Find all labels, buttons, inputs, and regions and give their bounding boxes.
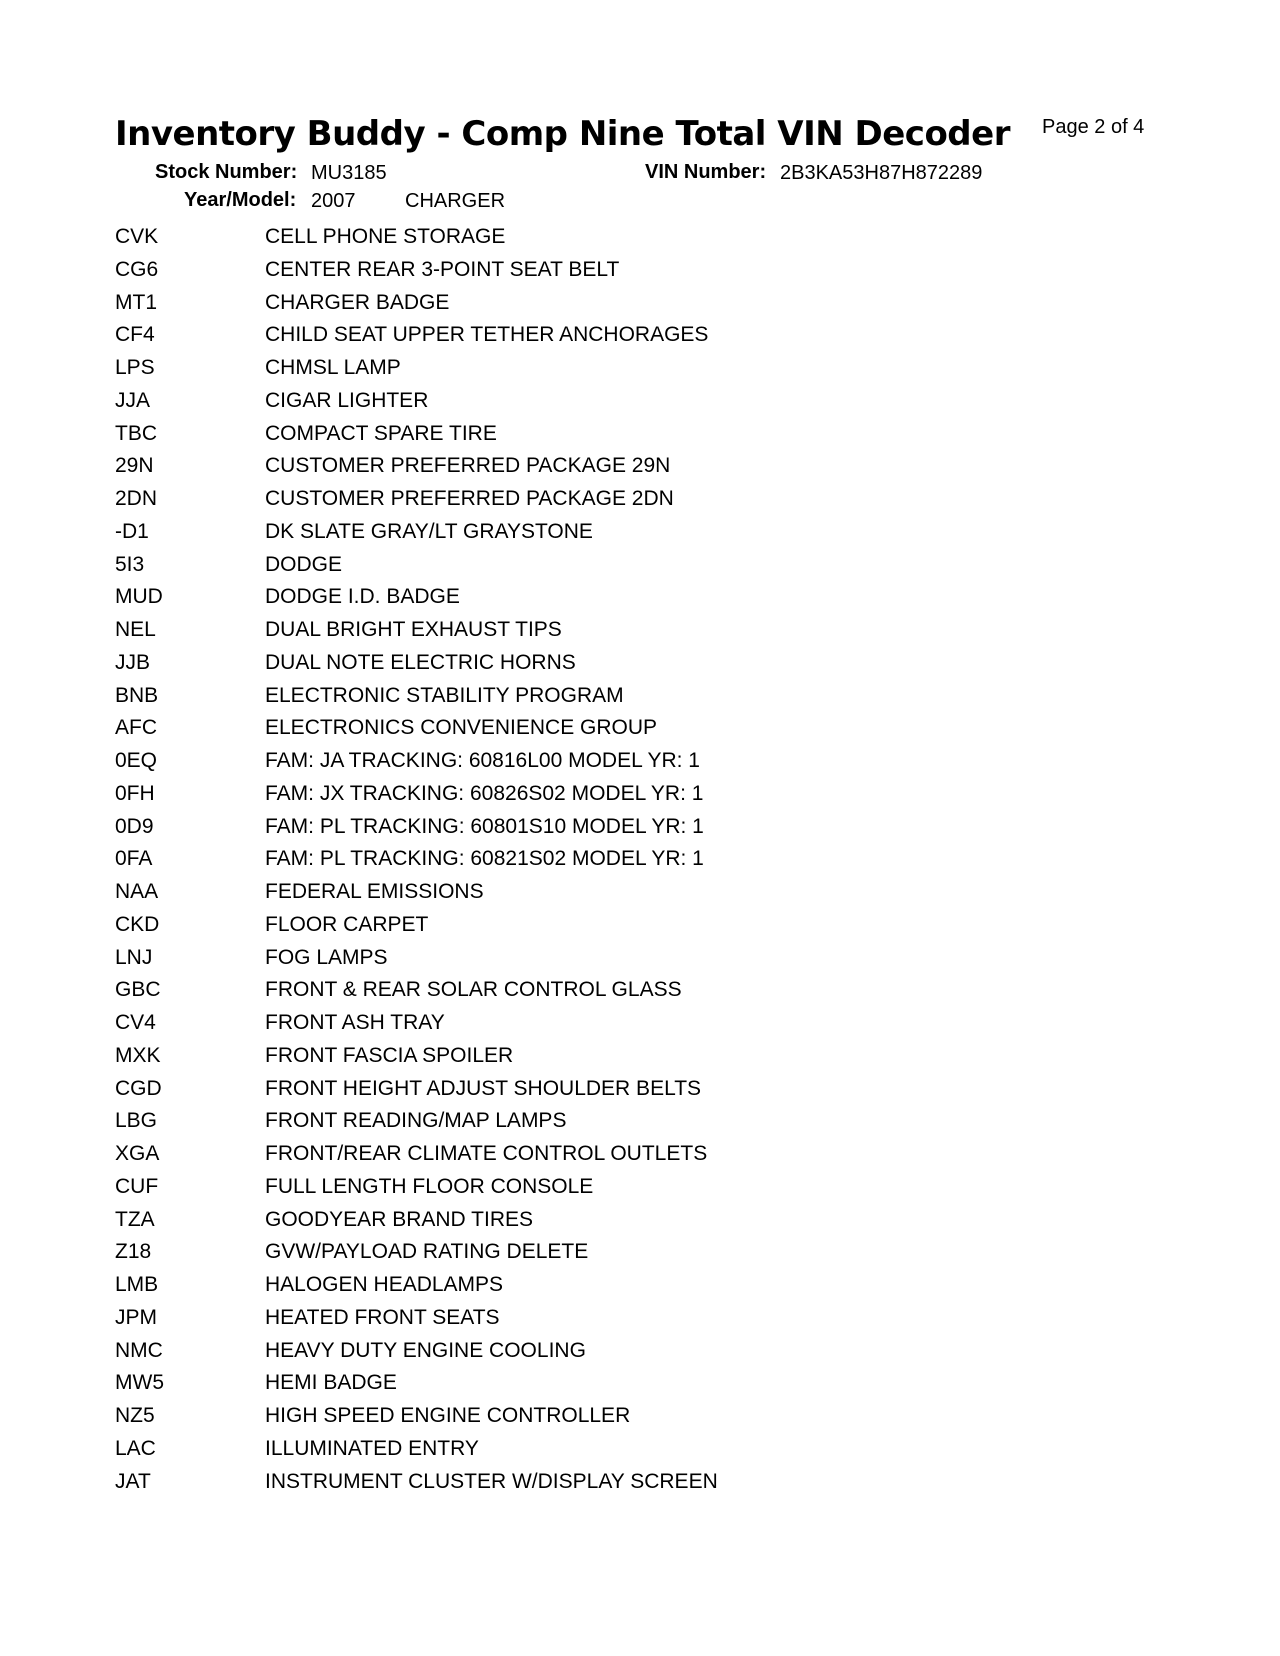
option-description: DODGE I.D. BADGE — [265, 585, 460, 609]
option-code: CG6 — [115, 257, 159, 281]
stock-number-label: Stock Number: — [155, 161, 298, 183]
option-code: JJB — [115, 650, 151, 674]
option-description: ILLUMINATED ENTRY — [265, 1436, 479, 1460]
option-description: FULL LENGTH FLOOR CONSOLE — [265, 1174, 594, 1198]
vin-number-label: VIN Number: — [645, 161, 767, 183]
option-description: FRONT FASCIA SPOILER — [265, 1043, 514, 1067]
option-code: CF4 — [115, 323, 155, 347]
option-code: 29N — [115, 454, 154, 478]
option-code: NAA — [115, 880, 159, 903]
option-code: CGD — [115, 1076, 162, 1100]
model-value: CHARGER — [405, 190, 506, 212]
option-code: 0FA — [115, 847, 153, 871]
option-description: FAM: PL TRACKING: 60801S10 MODEL YR: 1 — [265, 814, 704, 838]
vin-number-value: 2B3KA53H87H872289 — [780, 162, 983, 184]
option-description: DODGE — [265, 552, 343, 576]
option-code: 0EQ — [115, 749, 158, 772]
option-code: LMB — [115, 1273, 159, 1296]
option-description: FAM: PL TRACKING: 60821S02 MODEL YR: 1 — [265, 847, 704, 871]
option-description: DK SLATE GRAY/LT GRAYSTONE — [265, 519, 593, 543]
option-description: FRONT & REAR SOLAR CONTROL GLASS — [265, 978, 682, 1002]
option-description: ELECTRONIC STABILITY PROGRAM — [265, 683, 624, 707]
option-description: CUSTOMER PREFERRED PACKAGE 2DN — [265, 487, 674, 510]
year-value: 2007 — [311, 190, 356, 212]
option-description: FLOOR CARPET — [265, 912, 429, 936]
year-model-label: Year/Model: — [184, 189, 297, 211]
option-description: HEMI BADGE — [265, 1371, 397, 1395]
option-code: MW5 — [115, 1371, 164, 1395]
option-description: FRONT HEIGHT ADJUST SHOULDER BELTS — [265, 1076, 702, 1100]
option-code: NMC — [115, 1338, 163, 1362]
option-description: CELL PHONE STORAGE — [265, 225, 506, 248]
option-description: CHILD SEAT UPPER TETHER ANCHORAGES — [265, 323, 709, 347]
option-description: CHARGER BADGE — [265, 290, 450, 314]
option-code: CVK — [115, 225, 159, 248]
option-code: 0FH — [115, 781, 155, 805]
option-code: TZA — [115, 1207, 155, 1231]
option-code: GBC — [115, 978, 161, 1002]
option-code: CUF — [115, 1174, 159, 1198]
option-description: FRONT ASH TRAY — [265, 1011, 445, 1034]
option-description: HEAVY DUTY ENGINE COOLING — [265, 1338, 586, 1362]
option-description: FAM: JA TRACKING: 60816L00 MODEL YR: 1 — [265, 749, 700, 772]
option-code: XGA — [115, 1142, 160, 1165]
option-code: MUD — [115, 585, 163, 609]
option-description: CIGAR LIGHTER — [265, 388, 429, 412]
option-description: GVW/PAYLOAD RATING DELETE — [265, 1240, 589, 1264]
option-code: 2DN — [115, 487, 158, 510]
option-description: HEATED FRONT SEATS — [265, 1305, 500, 1329]
option-description: FAM: JX TRACKING: 60826S02 MODEL YR: 1 — [265, 781, 704, 805]
option-description: FRONT READING/MAP LAMPS — [265, 1109, 567, 1133]
option-description: INSTRUMENT CLUSTER W/DISPLAY SCREEN — [265, 1469, 718, 1493]
option-code: TBC — [115, 421, 157, 445]
option-description: CENTER REAR 3-POINT SEAT BELT — [265, 257, 620, 281]
page-title: Inventory Buddy - Comp Nine Total VIN Decoder — [115, 114, 1010, 154]
option-code: MT1 — [115, 290, 157, 314]
option-description: FEDERAL EMISSIONS — [265, 880, 484, 903]
option-description: HIGH SPEED ENGINE CONTROLLER — [265, 1404, 631, 1427]
option-code: CV4 — [115, 1011, 156, 1034]
option-code: -D1 — [115, 519, 149, 543]
option-code: CKD — [115, 912, 160, 936]
option-description: CHMSL LAMP — [265, 356, 401, 379]
option-description: DUAL BRIGHT EXHAUST TIPS — [265, 618, 562, 641]
option-description: COMPACT SPARE TIRE — [265, 421, 497, 445]
option-code: 0D9 — [115, 814, 154, 838]
option-code: LPS — [115, 356, 155, 379]
option-code: JJA — [115, 388, 151, 412]
page-number: Page 2 of 4 — [1042, 116, 1145, 138]
option-description: FRONT/REAR CLIMATE CONTROL OUTLETS — [265, 1142, 708, 1165]
stock-number-value: MU3185 — [311, 162, 387, 184]
option-code: LAC — [115, 1436, 156, 1460]
option-description: DUAL NOTE ELECTRIC HORNS — [265, 650, 576, 674]
option-code: JAT — [115, 1469, 151, 1493]
option-description: ELECTRONICS CONVENIENCE GROUP — [265, 716, 658, 740]
option-description: FOG LAMPS — [265, 945, 388, 969]
option-code: AFC — [115, 716, 157, 740]
option-code: 5I3 — [115, 552, 145, 576]
option-code: LNJ — [115, 945, 153, 969]
option-code: LBG — [115, 1109, 158, 1133]
option-description: CUSTOMER PREFERRED PACKAGE 29N — [265, 454, 671, 478]
option-description: HALOGEN HEADLAMPS — [265, 1273, 504, 1296]
option-code: NEL — [115, 618, 156, 641]
option-code: MXK — [115, 1043, 161, 1067]
option-code: BNB — [115, 683, 159, 707]
option-code: Z18 — [115, 1240, 152, 1264]
option-description: GOODYEAR BRAND TIRES — [265, 1207, 533, 1231]
option-code: JPM — [115, 1305, 157, 1329]
option-code: NZ5 — [115, 1404, 155, 1427]
